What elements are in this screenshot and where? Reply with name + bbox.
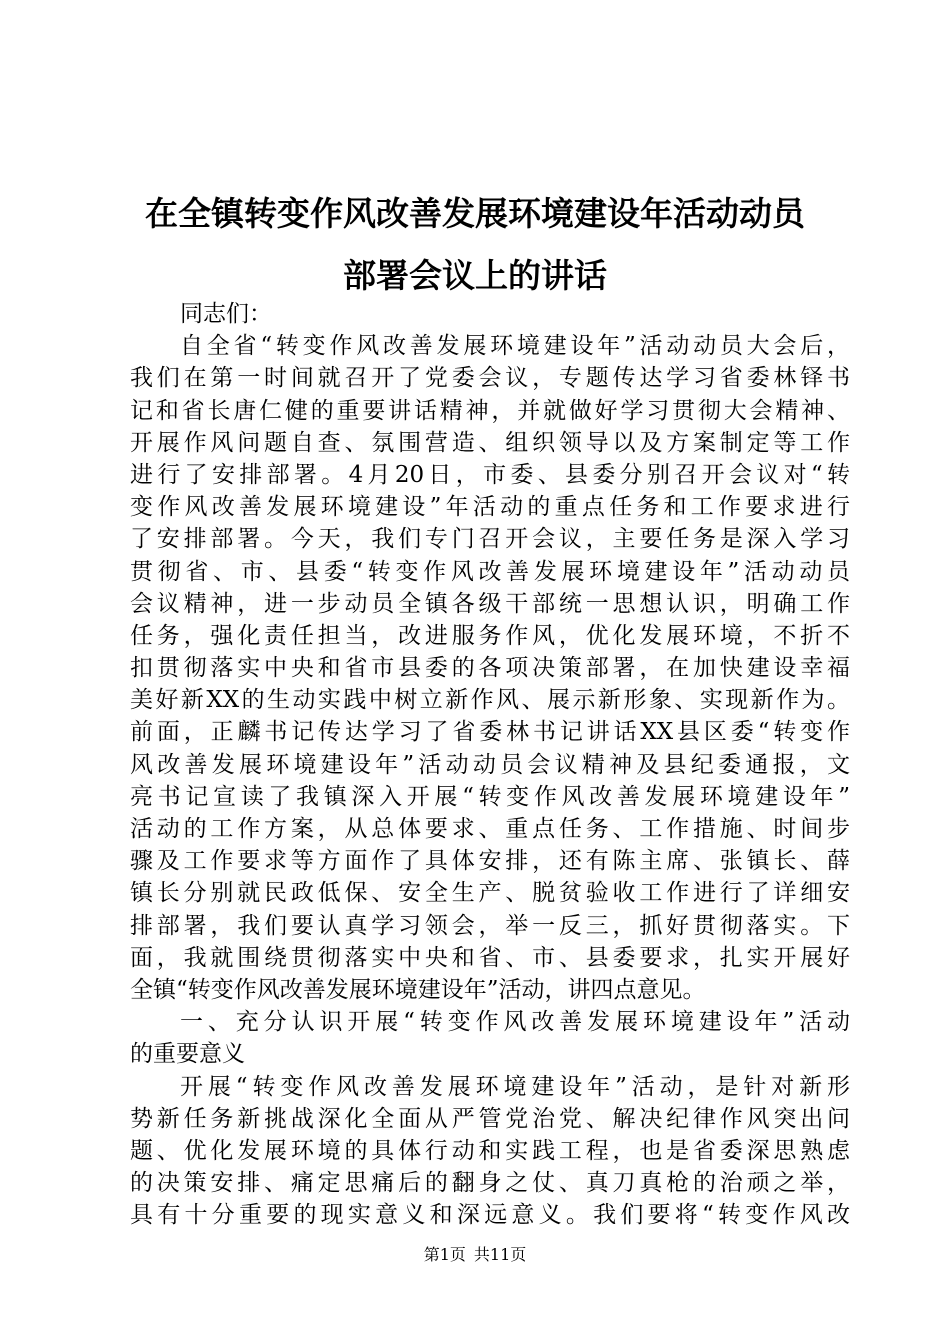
body-line: 面，我就围绕贯彻落实中央和省、市、县委要求，扎实开展好 [130, 944, 850, 971]
body-line: 进行了安排部署。4月20日，市委、县委分别召开会议对“转 [130, 461, 850, 488]
body-line: 开展“转变作风改善发展环境建设年”活动，是针对新形 [180, 1073, 850, 1100]
body-line: 了安排部署。今天，我们专门召开会议，主要任务是深入学习 [130, 526, 850, 553]
body-line: 变作风改善发展环境建设”年活动的重点任务和工作要求进行 [130, 494, 850, 521]
body-line: 活动的工作方案，从总体要求、重点任务、工作措施、时间步 [130, 816, 850, 842]
document-body [130, 298, 850, 1231]
body-line: 骤及工作要求等方面作了具体安排，还有陈主席、张镇长、薛 [130, 848, 850, 875]
body-line: 任务，强化责任担当，改进服务作风，优化发展环境，不折不 [130, 622, 850, 649]
body-line: 势新任务新挑战深化全面从严管党治党、解决纪律作风突出问 [130, 1105, 850, 1132]
body-line: 贯彻省、市、县委“转变作风改善发展环境建设年”活动动员 [130, 558, 850, 585]
body-line: 记和省长唐仁健的重要讲话精神，并就做好学习贯彻大会精神、 [130, 397, 850, 424]
page-total: 共11页 [473, 1245, 527, 1264]
body-line: 的决策安排、痛定思痛后的翻身之仗、真刀真枪的治顽之举， [130, 1170, 850, 1197]
body-line: 我们在第一时间就召开了党委会议，专题传达学习省委林铎书 [130, 365, 850, 392]
body-line: 前面，正麟书记传达学习了省委林书记讲话XX县区委“转变作 [130, 719, 850, 746]
body-line: 会议精神，进一步动员全镇各级干部统一思想认识，明确工作 [130, 590, 850, 617]
document-title-line-2: 部署会议上的讲话 [343, 256, 607, 295]
body-line: 镇长分别就民政低保、安全生产、脱贫验收工作进行了详细安 [130, 880, 850, 907]
document-title-line-1: 在全镇转变作风改善发展环境建设年活动动员 [145, 194, 805, 233]
body-line: 自全省“转变作风改善发展环境建设年”活动动员大会后， [180, 333, 850, 360]
body-line: 开展作风问题自查、氛围营造、组织领导以及方案制定等工作 [130, 429, 850, 456]
body-line: 具有十分重要的现实意义和深远意义。我们要将“转变作风改 [130, 1202, 850, 1229]
body-line: 美好新XX的生动实践中树立新作风、展示新形象、实现新作为。 [130, 687, 850, 714]
body-line: 扣贯彻落实中央和省市县委的各项决策部署，在加快建设幸福 [130, 655, 850, 682]
body-line: 题、优化发展环境的具体行动和实践工程，也是省委深思熟虑 [130, 1137, 850, 1164]
body-line: 风改善发展环境建设年”活动动员会议精神及县纪委通报，文 [130, 751, 850, 778]
body-line: 全镇“转变作风改善发展环境建设年”活动，讲四点意见。 [130, 976, 706, 1003]
body-line: 排部署，我们要认真学习领会，举一反三，抓好贯彻落实。下 [130, 912, 850, 939]
section-heading: 一、充分认识开展“转变作风改善发展环境建设年”活动 [180, 1009, 850, 1036]
body-line: 亮书记宣读了我镇深入开展“转变作风改善发展环境建设年” [130, 783, 850, 810]
section-heading: 的重要意义 [130, 1041, 245, 1068]
page-number: 第1页 [423, 1245, 466, 1264]
salutation: 同志们： [180, 301, 272, 327]
page-footer [0, 1242, 950, 1265]
